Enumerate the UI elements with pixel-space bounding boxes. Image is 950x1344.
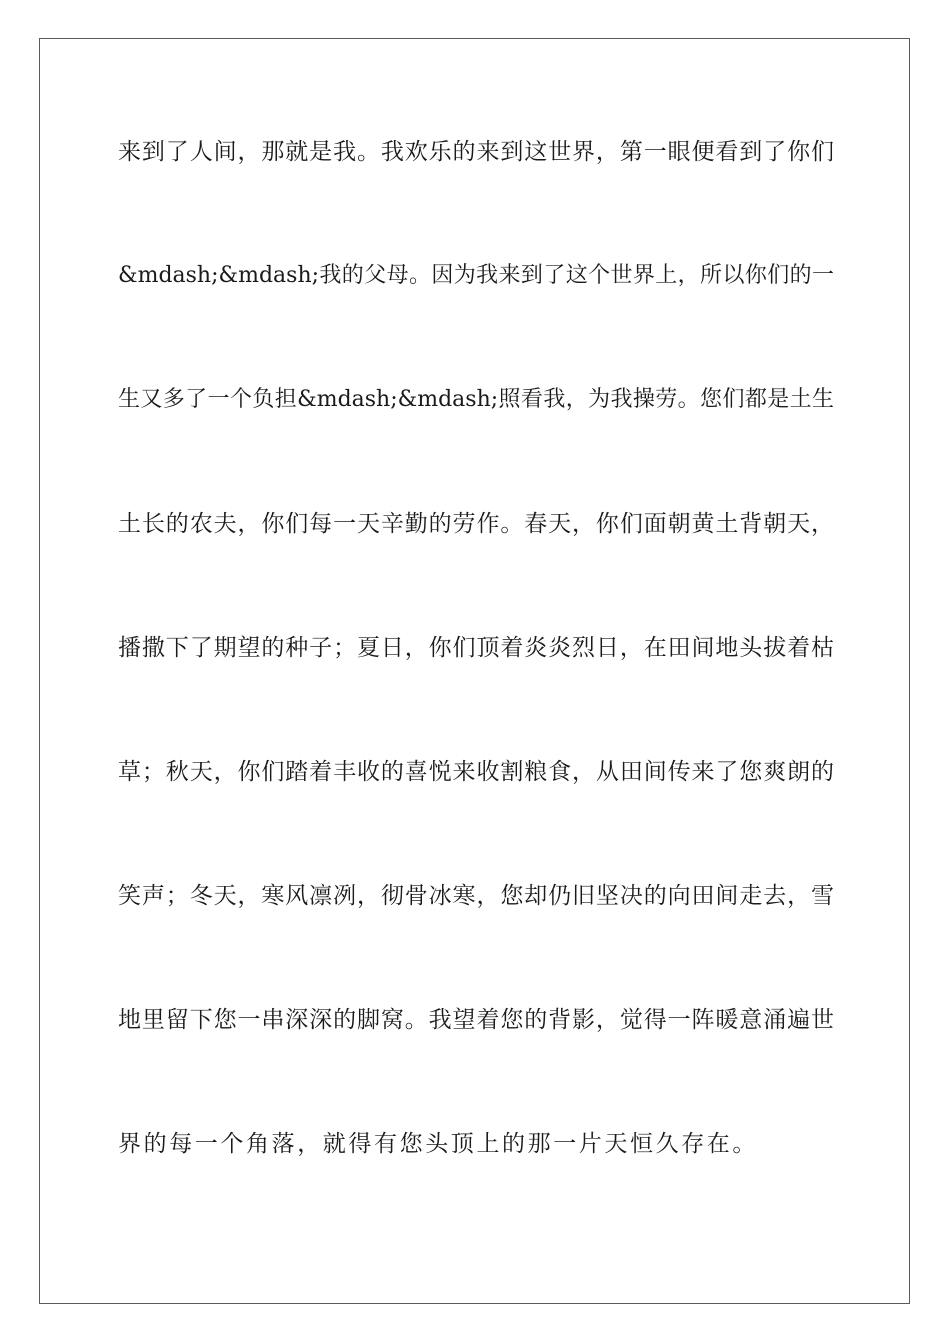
paragraph-line-9: 界的每一个角落，就得有您头顶上的那一片天恒久存在。: [118, 1131, 758, 1157]
document-page: [39, 38, 910, 1304]
paragraph-line-8: 地里留下您一串深深的脚窝。我望着您的背影，觉得一阵暖意涌遍世: [118, 1007, 834, 1033]
paragraph-line-3: 生又多了一个负担&mdash;&mdash;照看我，为我操劳。您们都是土生: [118, 387, 834, 412]
paragraph-line-1: 来到了人间，那就是我。我欢乐的来到这世界，第一眼便看到了你们: [118, 139, 834, 165]
paragraph-line-7: 笑声；冬天，寒风凛冽，彻骨冰寒，您却仍旧坚决的向田间走去，雪: [118, 883, 834, 909]
paragraph-line-4: 土长的农夫，你们每一天辛勤的劳作。春天，你们面朝黄土背朝天，: [118, 511, 834, 537]
paragraph-line-6: 草；秋天，你们踏着丰收的喜悦来收割粮食，从田间传来了您爽朗的: [118, 759, 834, 785]
paragraph-line-5: 播撒下了期望的种子；夏日，你们顶着炎炎烈日，在田间地头拔着枯: [118, 635, 834, 661]
paragraph-line-2: &mdash;&mdash;我的父母。因为我来到了这个世界上，所以你们的一: [118, 263, 834, 288]
